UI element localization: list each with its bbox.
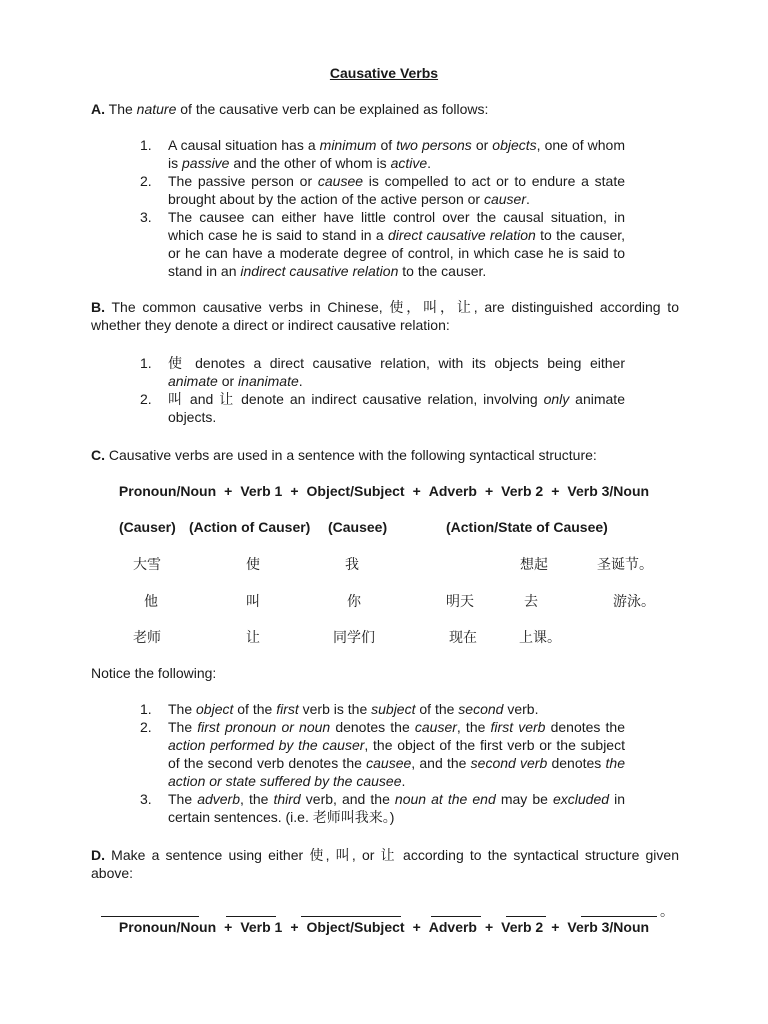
struct-verb-2: Verb 2 [501,483,544,499]
emphasis-text: causee [317,173,364,189]
example-cell: 游泳。 [613,593,655,609]
list-number: 2. [140,391,152,407]
example-cell: 明天 [446,593,474,609]
body-text: denotes the [330,719,415,735]
blank-verb-1[interactable] [226,902,276,917]
example-row-3 [0,628,768,646]
struct-object-subject: Object/Subject [306,483,405,499]
sentence-end-mark: 。 [660,903,674,919]
emphasis-text: direct causative relation [387,227,536,243]
section-c-intro [91,446,679,464]
body-text: , the [456,719,491,735]
body-text: denotes the [545,719,625,735]
struct-adverb: Adverb [428,483,477,499]
body-text: verb. [503,701,539,717]
body-text: 叫 and 让 denote an indirect causative relation, involving [168,391,544,407]
body-text: denotes [547,755,606,771]
example-cell: 圣诞节。 [597,556,653,572]
section-a-intro-pre: The [105,101,137,117]
page-title: Causative Verbs [329,65,439,81]
emphasis-text: inanimate [238,373,299,389]
emphasis-text: second verb [470,755,548,771]
plus-sign: + [551,483,560,499]
body-text: , and the [411,755,471,771]
notice-list [140,700,625,826]
plus-sign: + [224,483,233,499]
body-text: , one of whom is [168,137,625,171]
list-item [140,208,625,280]
blank-pronoun-noun[interactable] [101,902,199,917]
body-text: , the object of the first verb or the subject of the second verb denotes the [168,737,625,771]
section-d-intro [91,846,679,882]
body-text: 使 denotes a direct causative relation, with its objects being either [168,355,625,371]
body-text: and the other of whom is [229,155,391,171]
emphasis-text: passive [182,155,230,171]
body-text: The [168,719,198,735]
structure-row-2 [0,918,768,936]
role-action-of-causer: (Action of Causer) [189,519,311,535]
section-b-text: The common causative verbs in Chinese, 使，叫，让, are distinguished according to whether they denote a direct or indirect causative relation: [91,299,679,333]
example-cell: 上课。 [519,629,561,645]
list-item [140,390,625,426]
body-text: to the causer. [398,263,487,279]
body-text: animate objects. [168,391,625,425]
list-number: 3. [140,791,152,807]
structure-row-1 [0,482,768,500]
emphasis-text: indirect causative relation [240,263,399,279]
emphasis-text: subject [371,701,416,717]
struct-verb-1: Verb 1 [240,919,283,935]
list-number: 1. [140,137,152,153]
section-a-intro-em: nature [136,101,177,117]
example-cell: 你 [347,593,361,609]
body-text: verb is the [298,701,372,717]
example-cell: 使 [246,556,260,572]
struct-pronoun-noun: Pronoun/Noun [118,483,217,499]
list-number: 2. [140,719,152,735]
body-text: . [298,373,303,389]
body-text: or [471,137,493,153]
section-a-intro-post: of the causative verb can be explained as follows: [176,101,489,117]
struct-verb-2: Verb 2 [501,919,544,935]
blank-adverb[interactable] [431,902,481,917]
emphasis-text: active [390,155,428,171]
blank-verb-3-noun[interactable] [581,902,657,917]
emphasis-text: only [543,391,570,407]
example-cell: 他 [144,593,158,609]
notice-heading: Notice the following: [91,665,217,681]
emphasis-text: noun at the end [394,791,496,807]
example-cell: 同学们 [333,629,375,645]
section-b-intro [91,298,679,334]
plus-sign: + [290,919,299,935]
emphasis-text: causer [414,719,457,735]
emphasis-text: first pronoun or noun [197,719,331,735]
body-text: of the [415,701,459,717]
section-d-text: Make a sentence using either 使, 叫, or 让 according to the syntactical structure given above: [91,847,679,881]
body-text: is compelled to act or to endure a state brought about by the action of the active person or [168,173,626,207]
body-text: The passive person or [168,173,318,189]
emphasis-text: third [273,791,301,807]
example-cell: 去 [524,593,538,609]
list-number: 2. [140,173,152,189]
list-item [140,718,625,790]
example-cell: 我 [345,556,359,572]
section-b-letter: B. [91,299,105,315]
list-item [140,172,625,208]
emphasis-text: two persons [396,137,472,153]
emphasis-text: causer [483,191,527,207]
body-text: verb, and the [300,791,395,807]
emphasis-text: second [458,701,504,717]
example-cell: 让 [246,629,260,645]
emphasis-text: the action or state suffered by the causee [168,755,625,789]
plus-sign: + [551,919,560,935]
role-causee: (Causee) [328,519,388,535]
example-cell: 叫 [246,593,260,609]
example-cell: 大雪 [133,556,161,572]
body-text: in certain sentences. (i.e. 老师叫我来。) [168,791,625,825]
struct-object-subject: Object/Subject [306,919,405,935]
plus-sign: + [484,919,494,935]
emphasis-text: adverb [197,791,240,807]
section-b-list [140,354,625,426]
list-item [140,790,625,826]
example-cell: 想起 [520,556,548,572]
list-item [140,354,625,390]
section-c-letter: C. [91,447,105,463]
blank-verb-2[interactable] [506,902,546,917]
emphasis-text: action performed by the causer [168,737,365,753]
list-item [140,136,625,172]
struct-verb-3-noun: Verb 3/Noun [567,483,650,499]
emphasis-text: first verb [490,719,546,735]
section-a-letter: A. [91,101,105,117]
plus-sign: + [484,483,494,499]
section-d-letter: D. [91,847,105,863]
emphasis-text: object [196,701,234,717]
struct-adverb: Adverb [428,919,477,935]
body-text: may be [495,791,553,807]
struct-verb-1: Verb 1 [240,483,283,499]
plus-sign: + [290,483,299,499]
list-number: 1. [140,355,152,371]
example-row-1 [0,555,768,573]
section-c-text: Causative verbs are used in a sentence with the following syntactical structure: [105,447,597,463]
example-cell: 老师 [133,629,161,645]
emphasis-text: objects [492,137,537,153]
body-text: to the causer, or he can have a moderate degree of control, in which case he is said to stand in an [168,227,626,279]
body-text: of [376,137,397,153]
emphasis-text: excluded [552,791,610,807]
example-cell: 现在 [449,629,477,645]
plus-sign: + [412,483,421,499]
body-text: . [526,191,530,207]
body-text: A causal situation has a [168,137,320,153]
body-text: . [427,155,432,171]
struct-verb-3-noun: Verb 3/Noun [567,919,650,935]
emphasis-text: causee [366,755,412,771]
body-text: or [217,373,239,389]
section-a-list [140,136,625,280]
role-causer: (Causer) [119,519,176,535]
role-action-state-of-causee: (Action/State of Causee) [446,519,608,535]
emphasis-text: minimum [319,137,377,153]
emphasis-text: animate [168,373,218,389]
example-row-2 [0,592,768,610]
list-item [140,700,625,718]
body-text: The causee can either have little control over the causal situation, in which case he is said to stand in a [168,209,625,243]
body-text: , the [240,791,274,807]
body-text: of the [233,701,277,717]
body-text: . [401,773,406,789]
emphasis-text: first [276,701,299,717]
plus-sign: + [224,919,233,935]
plus-sign: + [412,919,421,935]
body-text: The [168,701,197,717]
body-text: The [168,791,198,807]
blank-object-subject[interactable] [301,902,401,917]
section-a-intro [91,100,679,118]
struct-pronoun-noun: Pronoun/Noun [118,919,217,935]
list-number: 1. [140,701,152,717]
list-number: 3. [140,209,152,225]
